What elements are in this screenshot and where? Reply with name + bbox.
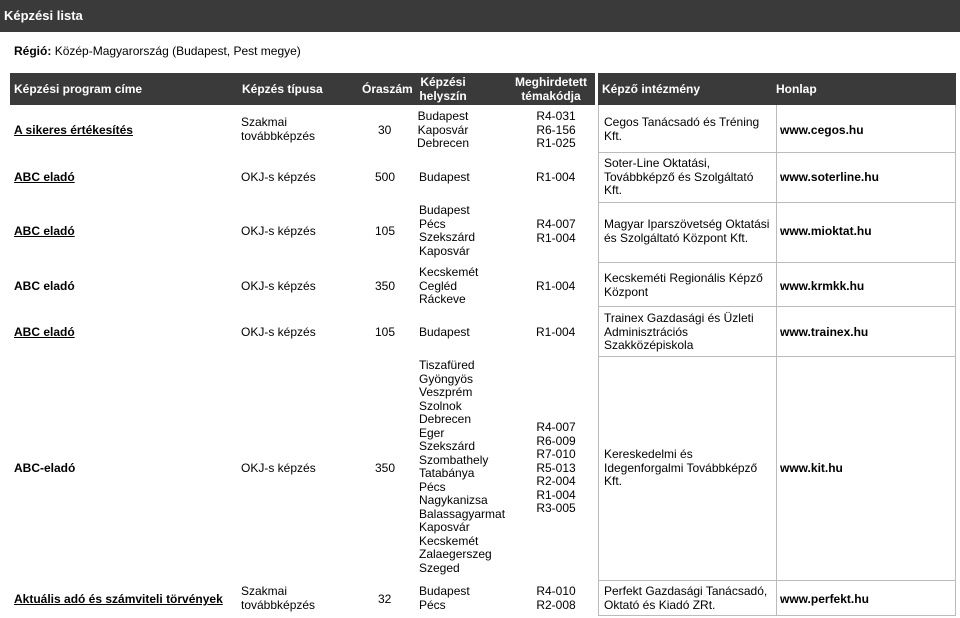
training-type-line: továbbképzés [241,128,316,143]
institution-line: Kft. [604,474,623,488]
topic-code: R7-010 [536,447,576,461]
location: Szeged [419,560,460,575]
location: Pécs [419,597,446,612]
location: Cegléd [419,278,458,293]
topic-code: R1-025 [536,136,576,150]
column-divider [598,105,599,615]
column-divider [776,105,777,615]
location: Debrecen [419,412,472,426]
institution-name [604,116,759,143]
website-link[interactable]: www.perfekt.hu [780,592,869,606]
training-type: OKJ-s képzés [241,170,316,184]
topic-code: R1-004 [536,325,576,339]
location: Budapest [419,170,470,184]
topic-code: R2-008 [536,597,576,612]
location: Balassagyarmat [419,506,506,521]
location: Kecskemét [419,533,479,548]
institution-line: Továbbképző és Szolgáltató [604,169,754,184]
topic-code: R1-004 [536,170,576,184]
header-location [408,73,478,105]
location: Veszprém [419,385,473,399]
program-title[interactable]: Aktuális adó és számviteli törvények [14,592,223,606]
institution-line: Kft. [604,183,623,197]
topic-codes [520,218,592,245]
region-label: Régió: [14,44,52,58]
institution-line: Kereskedelmi és [604,447,693,461]
institution-name [604,585,767,612]
topic-codes [520,421,592,516]
location: Kaposvár [419,243,470,258]
location: Kecskemét [419,265,479,279]
hours-value: 350 [375,279,396,293]
topic-code: R6-009 [536,433,576,448]
program-title[interactable]: A sikeres értékesítés [14,123,133,137]
header-institution: Képző intézmény [602,82,701,96]
hours-value: 105 [375,325,396,339]
topic-code: R4-007 [536,420,576,434]
header-hours: Óraszám [362,82,413,96]
topic-code: R4-007 [536,217,576,231]
training-type: OKJ-s képzés [241,224,316,238]
header-topics-line1: Meghirdetett [515,75,587,89]
location: Budapest [419,203,470,217]
program-title[interactable]: ABC eladó [14,170,75,184]
row-divider [598,202,956,203]
website-link[interactable]: www.trainex.hu [780,325,869,339]
institution-name [604,312,754,353]
header-program: Képzési program címe [14,82,143,96]
location-list [419,266,478,307]
location: Gyöngyös [419,371,474,386]
page-title: Képzési lista [0,0,960,32]
row-divider [598,306,956,307]
region-line [14,44,301,58]
website-link[interactable]: www.cegos.hu [780,123,864,137]
training-type: OKJ-s képzés [241,461,316,475]
hours-value: 30 [378,123,392,137]
institution-line: Oktató és Kiadó ZRt. [604,597,716,612]
topic-code: R1-004 [536,487,576,502]
topic-codes [520,110,592,151]
topic-code: R5-013 [536,460,576,475]
column-divider [955,105,956,615]
header-topics-line2: témakódja [521,89,581,103]
location: Zalaegerszeg [419,547,492,561]
location: Tatabánya [419,466,475,480]
topic-code: R1-004 [536,279,576,293]
topic-code: R3-005 [536,501,576,515]
institution-name [604,448,757,489]
institution-name [604,157,753,198]
location: Eger [419,425,445,440]
row-divider [598,615,956,616]
institution-line: Kecskeméti Regionális Képző [604,271,763,285]
hours-value: 105 [375,224,396,238]
institution-name [604,218,769,245]
location: Pécs [419,216,446,231]
training-type [241,585,315,612]
location: Pécs [419,479,446,494]
institution-line: és Szolgáltató Központ Kft. [604,230,749,245]
hours-value: 32 [378,592,392,606]
topic-codes [520,585,592,612]
left-table-header [10,73,595,105]
training-type-line: Szakmai [241,584,288,598]
institution-line: Soter-Line Oktatási, [604,156,711,170]
topic-code: R4-010 [536,584,576,598]
institution-line: Magyar Iparszövetség Oktatási [604,217,770,231]
institution-line: Szakközépiskola [604,338,694,352]
institution-line: Cegos Tanácsadó és Tréning [604,115,760,129]
location: Budapest [417,109,469,123]
location: Szolnok [419,398,462,413]
website-link[interactable]: www.krmkk.hu [780,279,865,293]
header-type: Képzés típusa [242,82,323,96]
header-location-line1: Képzési [420,75,466,89]
location: Ráckeve [419,292,466,306]
institution-name [604,272,763,299]
location-list [419,359,505,575]
row-divider [598,152,956,153]
region-value: Közép-Magyarország (Budapest, Pest megye) [54,44,301,58]
institution-line: Trainex Gazdasági és Üzleti [604,311,754,325]
program-title[interactable]: ABC eladó [14,279,75,293]
program-title[interactable]: ABC-eladó [14,461,76,475]
hours-value: 350 [375,461,396,475]
location: Budapest [419,584,470,598]
location: Debrecen [416,136,470,150]
row-divider [598,262,956,263]
program-title[interactable]: ABC eladó [14,224,75,238]
institution-line: Idegenforgalmi Továbbképző [604,460,758,475]
program-title[interactable]: ABC eladó [14,325,75,339]
website-link[interactable]: www.mioktat.hu [780,224,872,238]
topic-code: R6-156 [536,122,576,137]
header-website: Honlap [776,82,817,96]
institution-line: Kft. [604,128,623,143]
training-type: OKJ-s képzés [241,325,316,339]
location: Szombathely [419,452,489,467]
header-topics [506,73,596,105]
training-type-line: Szakmai [241,115,288,129]
training-type-line: továbbképzés [241,597,316,612]
location: Budapest [419,325,470,339]
website-link[interactable]: www.kit.hu [780,461,843,475]
website-link[interactable]: www.soterline.hu [780,170,879,184]
header-location-line2: helyszín [419,89,467,103]
location: Szekszárd [419,439,476,453]
location: Szekszárd [419,230,476,244]
institution-line: Adminisztrációs [604,324,689,339]
location: Kaposvár [419,520,470,534]
row-divider [598,580,956,581]
topic-code: R4-031 [536,109,576,123]
location-list [408,110,478,151]
location-list [419,204,475,258]
location: Nagykanizsa [419,493,488,507]
topic-code: R2-004 [536,474,576,488]
institution-line: Központ [604,284,649,299]
hours-value: 500 [375,170,396,184]
training-type [241,116,315,143]
right-table-header [598,73,956,105]
training-type: OKJ-s képzés [241,279,316,293]
institution-line: Perfekt Gazdasági Tanácsadó, [604,584,768,598]
row-divider [598,356,956,357]
topic-code: R1-004 [536,230,576,245]
location: Tiszafüred [419,358,475,372]
location-list [419,585,470,612]
location: Kaposvár [417,122,469,137]
